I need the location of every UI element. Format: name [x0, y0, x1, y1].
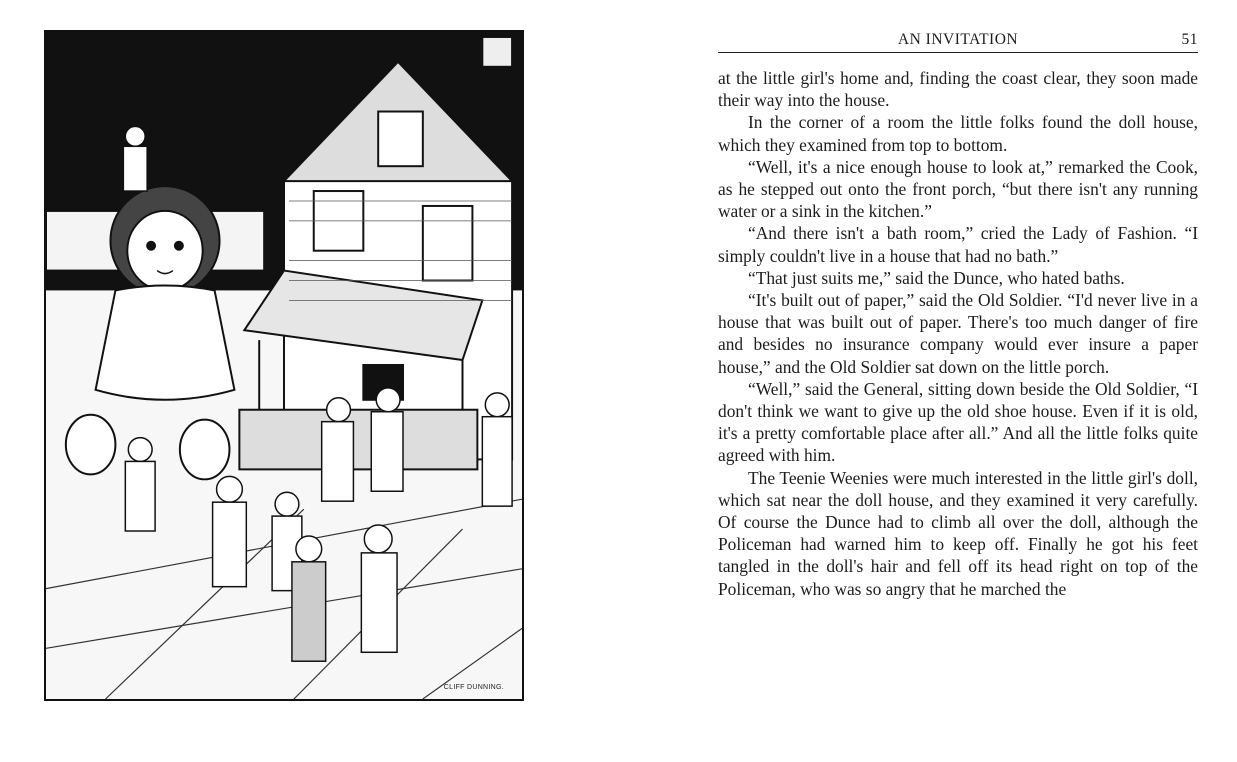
paragraph: “Well, it's a nice enough house to look at,” remarked the Cook, as he stepped out onto the front porch, “but there isn't any running water or a sink in the kitchen.” [718, 156, 1198, 222]
paragraph: In the corner of a room the little folks found the doll house, which they examined from top to bottom. [718, 112, 1198, 155]
paragraph: “That just suits me,” said the Dunce, who hated baths. [748, 267, 1125, 288]
illustration-plate [44, 30, 524, 701]
page-number: 51 [1181, 31, 1198, 48]
paragraph: “And there isn't a bath room,” cried the Lady of Fashion. “I simply couldn't live in a house that had no bath.” [718, 223, 1198, 266]
paragraph: “Well,” said the General, sitting down beside the Old Soldier, “I don't think we want to give up the old shoe house. Even if it is old, it's a pretty comfortable place after all.” And all the little folks quite agreed with him. [718, 378, 1198, 466]
body-text [718, 67, 1198, 600]
chapter-title: AN INVITATION [897, 31, 1019, 48]
paragraph: at the little girl's home and, finding the coast clear, they soon made their way into the house. [718, 68, 1198, 111]
book-illustration [46, 32, 522, 699]
paragraph: “It's built out of paper,” said the Old Soldier. “I'd never live in a house that was built out of paper. There's too much danger of fire and besides no insurance company would ever insure a paper house,” and the Old Soldier sat down on the little porch. [718, 290, 1198, 377]
illustrator-signature: CLIFF DUNNING. [443, 684, 504, 691]
text-page [718, 30, 1198, 600]
running-head [718, 30, 1198, 53]
paragraph: The Teenie Weenies were much interested in the little girl's doll, which sat near the doll house, and they examined it very carefully. Of course the Dunce had to climb all over the doll, although the Policeman had warned him to keep off. Finally he got his feet tangled in the doll's hair and fell off its head right on top of the Policeman, who was so angry that he marched the [718, 467, 1198, 599]
